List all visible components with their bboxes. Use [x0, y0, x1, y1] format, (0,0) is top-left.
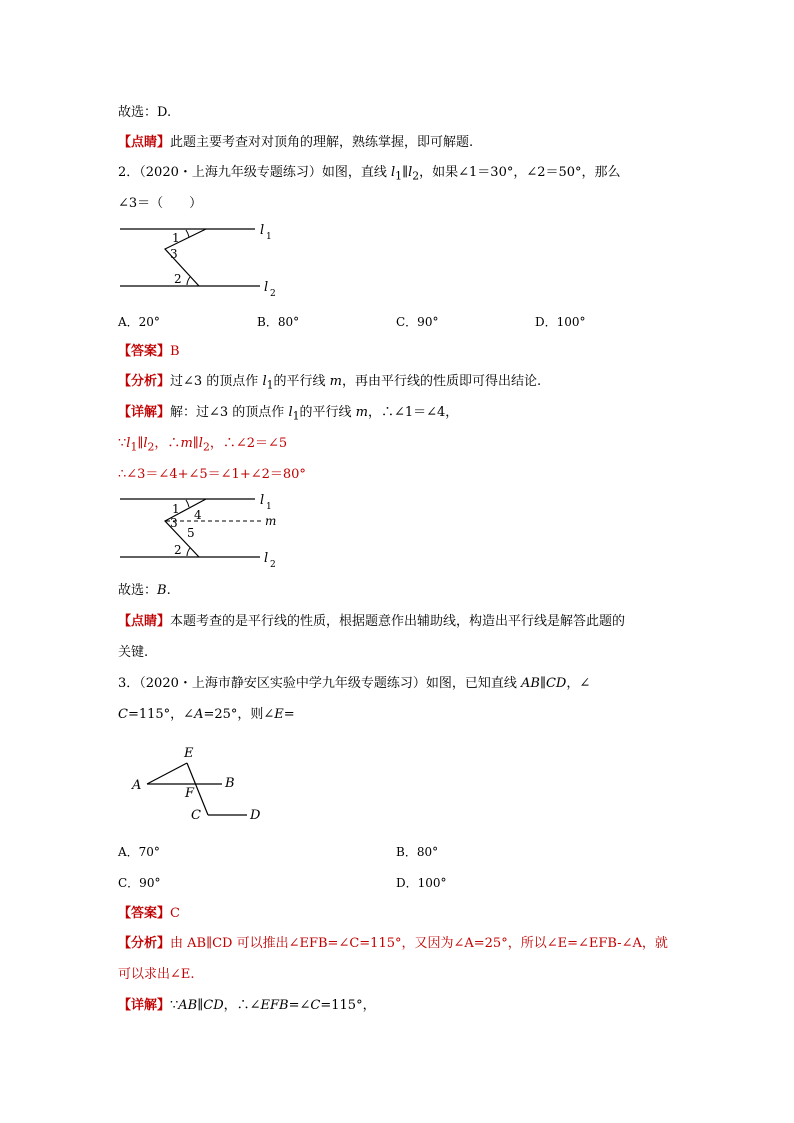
- q3-analysis-cont: [118, 966, 195, 984]
- q2-answer: [118, 343, 180, 361]
- q2-fig1-angle1-arc: [186, 230, 189, 237]
- q3-detail-because: ∵: [170, 998, 179, 1013]
- q3-stem-equals: =: [283, 707, 295, 722]
- q3-answer-value: C: [170, 906, 180, 921]
- q3-stem-cd: CD: [545, 676, 567, 691]
- q2-fig2-label-3: 3: [170, 516, 178, 530]
- q3-option-b: B．80°: [396, 845, 439, 859]
- q1-comment-text: 此题主要考查对对顶角的理解，熟练掌握，即可解题.: [170, 135, 474, 150]
- q2-parallel-symbol: ∥: [402, 165, 409, 180]
- q2-step2-parallel: ∥: [137, 436, 144, 451]
- q2-l1-symbol: l: [391, 165, 396, 180]
- q3-detail-tag: 【详解】: [118, 998, 171, 1013]
- q2-analysis-text-c: ，再由平行线的性质即可得出结论.: [341, 374, 542, 389]
- q2-stem-line2: [118, 195, 202, 213]
- q2-stem-line2-text: ∠3＝（ ）: [118, 196, 203, 211]
- q2-fig2-label-m: m: [265, 514, 277, 528]
- q2-step3-text: ∴∠3＝∠4+∠5＝∠1+∠2＝80°: [118, 467, 306, 482]
- q2-step2-l1-sub: 1: [130, 440, 138, 454]
- q3-option-c: C．90°: [118, 876, 161, 890]
- q2-answer-value: B: [170, 344, 180, 359]
- q2-stem-suffix: ，如果∠1＝30°，∠2＝50°，那么: [419, 165, 621, 180]
- q2-detail-text-b: 的平行线: [299, 405, 356, 420]
- q2-fig2-label-l1: l: [260, 493, 265, 508]
- q2-l2-symbol: l: [408, 165, 413, 180]
- q2-step2-parallel-2: ∥: [192, 436, 199, 451]
- q3-analysis-tag: 【分析】: [118, 936, 171, 951]
- q2-step2-l2b-sub: 2: [202, 440, 210, 454]
- q2-analysis-l-sub: 1: [266, 378, 274, 392]
- q2-analysis-m: m: [329, 374, 342, 389]
- q2-figure-parallel-lines: [110, 220, 300, 300]
- q2-option-b: B．80°: [257, 315, 300, 329]
- q2-step2-m: m: [180, 436, 193, 451]
- q2-option-d: D．100°: [535, 315, 586, 329]
- q2-fig2-label-4: 4: [194, 508, 202, 522]
- q2-detail-tag: 【详解】: [118, 405, 171, 420]
- q2-analysis-text-a: 过∠3 的顶点作: [170, 374, 263, 389]
- q2-step2-l1: l: [126, 436, 131, 451]
- q2-detail-m: m: [355, 405, 368, 420]
- q3-detail-ab: AB: [178, 998, 198, 1013]
- q2-choose-value: B: [157, 583, 167, 598]
- q3-analysis-line1: 由 AB∥CD 可以推出∠EFB=∠C=115°，又因为∠A=25°，所以∠E=∠EFB-∠A，就: [170, 936, 668, 951]
- q2-figure-auxiliary-line: [110, 490, 300, 572]
- q2-fig2-label-l2: l: [264, 551, 269, 566]
- q2-analysis-l-symbol: l: [262, 374, 267, 389]
- q2-fig1-label-1: 1: [172, 231, 180, 245]
- q2-comment-tag: 【点睛】: [118, 614, 171, 629]
- q2-step3: [118, 466, 306, 484]
- q3-detail-efb: EFB: [260, 998, 289, 1013]
- q2-choose-prefix: 故选：: [118, 583, 158, 598]
- q3-stem-a-value: =25°，则∠: [203, 707, 275, 722]
- q2-detail-text-c: ，∴∠1＝∠4，: [367, 405, 459, 420]
- q2-fig2-label-1: 1: [172, 502, 180, 516]
- q3-detail-therefore: ，∴∠: [223, 998, 261, 1013]
- q2-detail: [118, 404, 458, 426]
- q2-fig2-label-l1-sub: 1: [266, 502, 272, 512]
- q3-stem-prefix: 3．（2020・上海市静安区实验中学九年级专题练习）如图，已知直线: [118, 676, 521, 691]
- q2-fig1-angle2-arc: [187, 277, 190, 285]
- q1-answer-text: 故选：D.: [118, 105, 172, 120]
- q3-detail: [118, 997, 376, 1015]
- q3-detail-equals: =∠: [288, 998, 311, 1013]
- q2-choose: [118, 582, 171, 600]
- q3-stem-c: C: [118, 707, 128, 722]
- q3-stem-angle: ，∠: [566, 676, 591, 691]
- q3-detail-parallel: ∥: [197, 998, 204, 1013]
- q3-figure: [125, 740, 275, 825]
- q3-stem-ab: AB: [521, 676, 540, 691]
- q2-stem-prefix: 2．（2020・上海九年级专题练习）如图，直线: [118, 165, 391, 180]
- q3-stem-parallel: ∥: [539, 676, 546, 691]
- q3-answer-tag: 【答案】: [118, 906, 171, 921]
- q3-stem-a: A: [194, 707, 204, 722]
- q2-fig1-label-l1: l: [260, 223, 265, 238]
- q2-fig2-label-2: 2: [174, 543, 182, 557]
- q2-fig1-label-2: 2: [174, 272, 182, 286]
- q2-step2-l2-sub: 2: [147, 440, 155, 454]
- q2-comment-line1: 本题考查的是平行线的性质，根据题意作出辅助线，构造出平行线是解答此题的: [170, 614, 626, 629]
- q3-stem-line2: [118, 706, 295, 724]
- q2-fig1-label-3: 3: [170, 247, 178, 261]
- q2-detail-l-symbol: l: [288, 405, 293, 420]
- q3-analysis-line2: 可以求出∠E.: [118, 967, 195, 982]
- q2-option-c: C．90°: [396, 315, 439, 329]
- q2-fig1-label-l2-sub: 2: [270, 289, 276, 299]
- q2-fig1-label-l1-sub: 1: [266, 232, 272, 242]
- q2-comment-cont: [118, 644, 148, 662]
- q2-fig1-label-l2: l: [264, 280, 269, 295]
- q2-fig2-angle1-arc: [186, 500, 189, 507]
- q2-analysis-tag: 【分析】: [118, 374, 171, 389]
- q2-answer-tag: 【答案】: [118, 344, 171, 359]
- q3-option-a: A．70°: [118, 845, 160, 859]
- q2-analysis: [118, 373, 541, 395]
- q2-detail-text-a: 解：过∠3 的顶点作: [170, 405, 289, 420]
- q2-fig2-angle2-arc: [187, 548, 190, 556]
- q2-detail-l-sub: 1: [292, 409, 300, 423]
- q1-answer-line: [118, 104, 171, 122]
- q3-fig-line-ae: [147, 763, 187, 784]
- q2-choose-period: .: [166, 583, 171, 598]
- q3-detail-value: =115°，: [320, 998, 376, 1013]
- q3-fig-label-b: B: [225, 776, 235, 791]
- q2-fig2-label-l2-sub: 2: [270, 560, 276, 570]
- q3-option-d: D．100°: [396, 876, 447, 890]
- q3-fig-label-a: A: [132, 778, 142, 793]
- q2-fig2-label-5: 5: [187, 526, 195, 540]
- q2-l1-sub: 1: [395, 169, 403, 183]
- q2-option-a: A．20°: [118, 315, 160, 329]
- q2-step2-because: ∵: [118, 436, 127, 451]
- q3-fig-label-d: D: [250, 808, 261, 823]
- q2-comment-line2: 关键.: [118, 645, 149, 660]
- q3-fig-label-e: E: [184, 746, 194, 761]
- q1-comment-tag: 【点睛】: [118, 135, 171, 150]
- q3-stem-line1: [118, 675, 590, 693]
- q3-detail-cd: CD: [203, 998, 224, 1013]
- q3-answer: [118, 905, 180, 923]
- q1-comment: [118, 134, 473, 152]
- q3-fig-label-c: C: [191, 808, 201, 823]
- q2-analysis-text-b: 的平行线: [273, 374, 330, 389]
- q3-stem-c-value: =115°，∠: [127, 707, 195, 722]
- q2-comment: [118, 613, 625, 631]
- q2-step2-therefore: ，∴: [154, 436, 181, 451]
- q2-step2-l2: l: [143, 436, 148, 451]
- q3-analysis: [118, 935, 668, 953]
- q2-step2: [118, 435, 287, 457]
- q2-step2-conclusion: ，∴∠2＝∠5: [209, 436, 288, 451]
- q2-l2-sub: 2: [412, 169, 420, 183]
- q3-stem-e: E: [274, 707, 284, 722]
- q3-fig-label-f: F: [185, 786, 195, 801]
- q2-step2-l2b: l: [198, 436, 203, 451]
- q3-detail-c: C: [310, 998, 321, 1013]
- q2-stem-line1: [118, 164, 621, 186]
